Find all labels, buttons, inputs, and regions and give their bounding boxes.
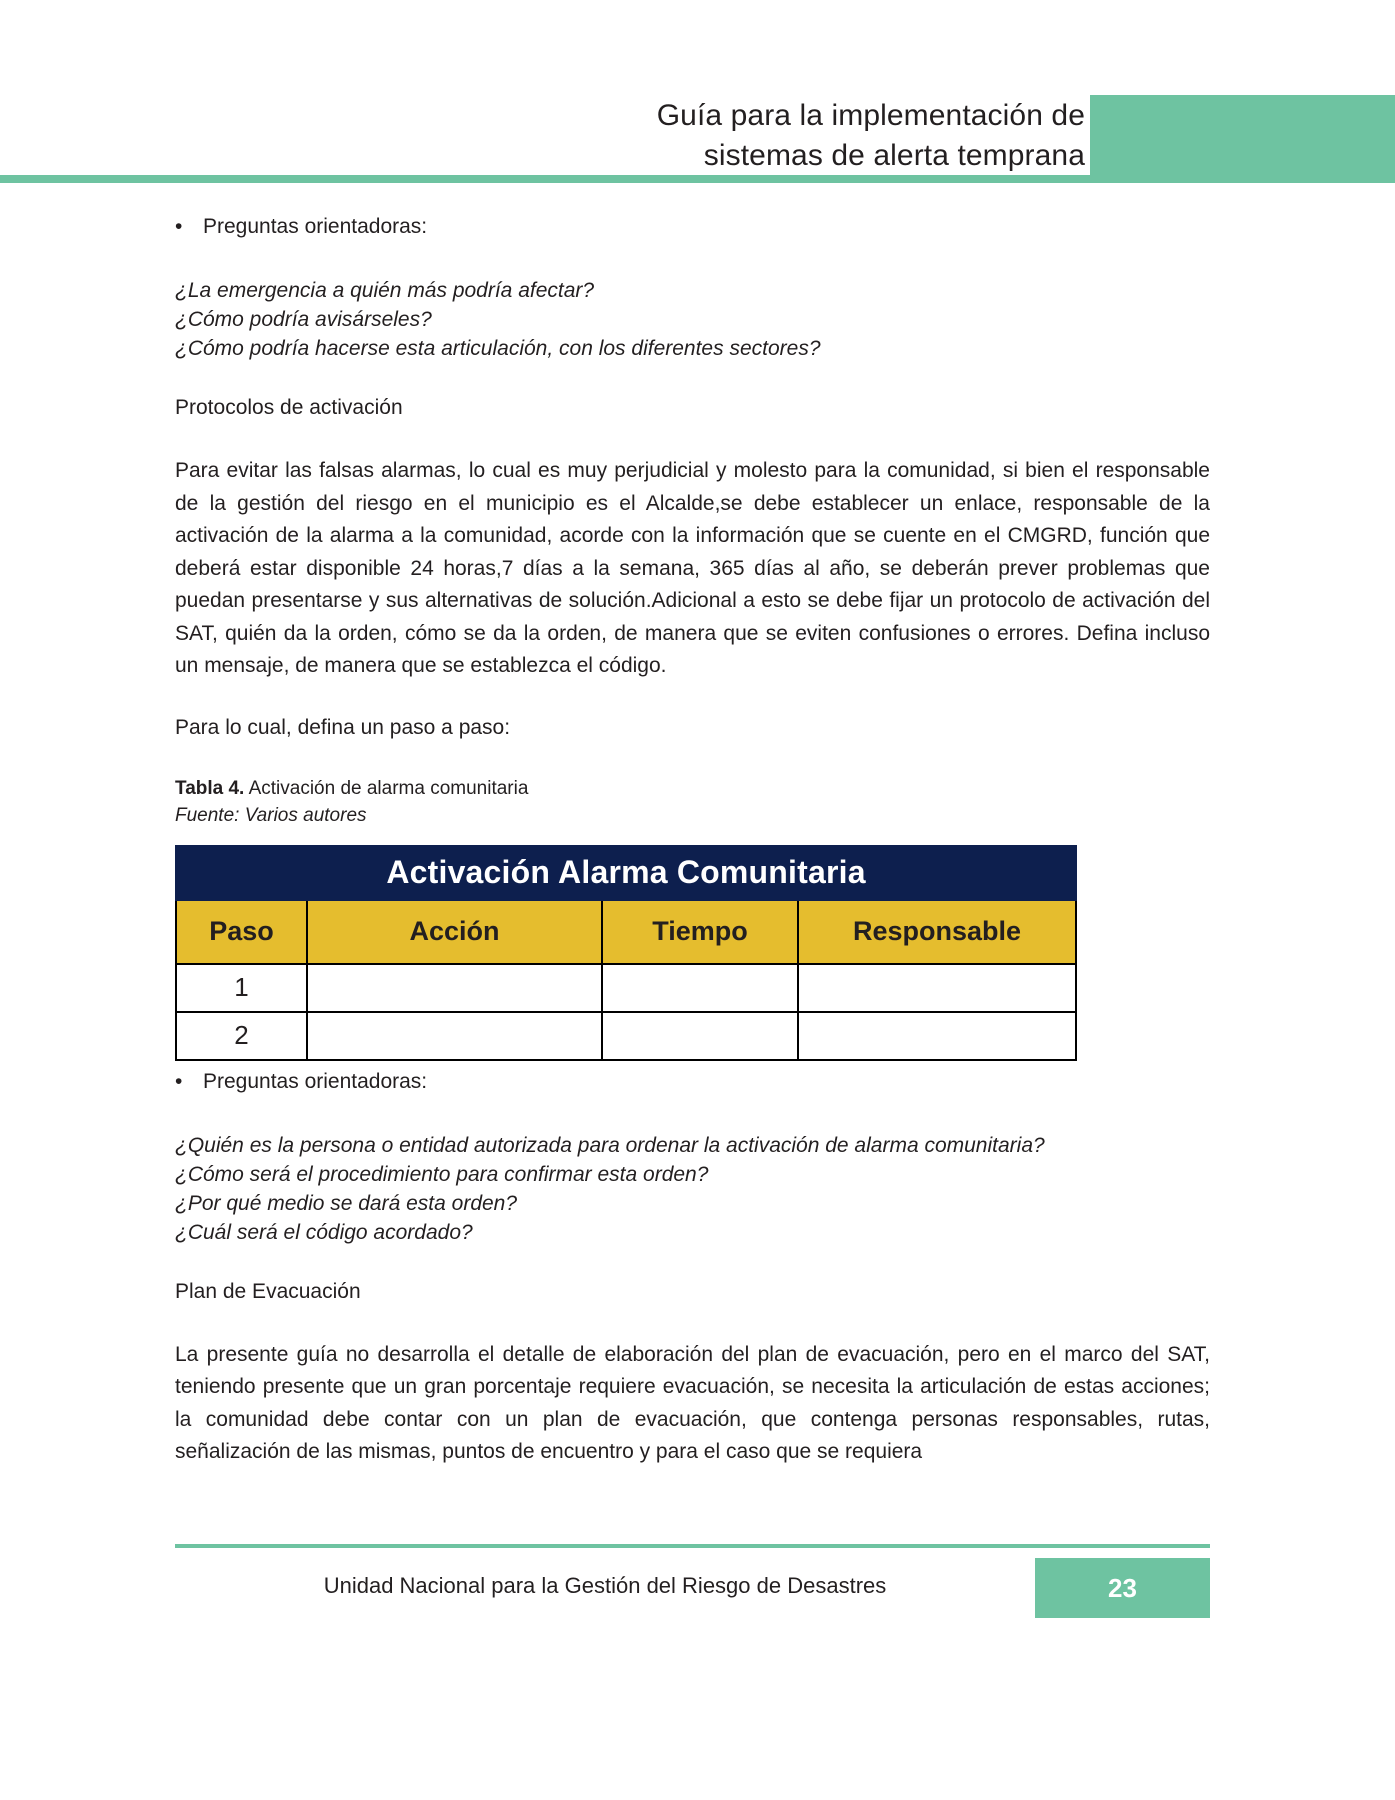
table-header-paso: Paso [176,900,307,964]
question-item: ¿Quién es la persona o entidad autorizada para ordenar la activación de alarma comunitaria? [175,1133,1045,1157]
header-accent-block [1090,95,1395,175]
activacion-alarma-table [175,845,1077,1061]
question-item: ¿Cómo podría hacerse esta articulación, con los diferentes sectores? [175,337,821,360]
question-item: ¿Cómo será el procedimiento para confirmar esta orden? [175,1162,709,1186]
bullet-label: Preguntas orientadoras: [203,1069,428,1093]
header-title-line-1: Guía para la implementación de [656,99,1085,132]
table-caption-label: Tabla 4. [175,777,245,799]
question-list-2 [175,1131,1210,1247]
header-title-line-2: sistemas de alerta temprana [703,139,1085,172]
table-caption [175,775,1210,802]
table-cell-accion[interactable] [307,964,602,1012]
table-header-row [176,900,1076,964]
question-list-1 [175,276,1210,363]
table-header-accion: Acción [307,900,602,964]
paragraph-protocolos: Para evitar las falsas alarmas, lo cual es muy perjudicial y molesto para la comunidad, si bien el responsable de la gestión del riesgo en el municipio es el Alcalde,se debe establecer un enlace, responsable de la activación de la alarma a la comunidad, acorde con la información que se cuente en el CMGRD, función que deberá estar disponible 24 horas,7 días a la semana, 365 días al año, se deberán prever problemas que puedan presentarse y sus alternativas de solución.Adicional a esto se debe fijar un protocolo de activación del SAT, quién da la orden, cómo se da la orden, de manera que se eviten confusiones o errores. Defina incluso un mensaje, de manera que se establezca el código. [175,459,1210,677]
bullet-label: Preguntas orientadoras: [203,215,428,238]
page-footer [0,1530,1395,1800]
table-caption-text: Activación de alarma comunitaria [244,777,529,799]
lead-in-paso-a-paso: Para lo cual, defina un paso a paso: [175,715,511,739]
question-item: ¿Cuál será el código acordado? [175,1220,473,1244]
table-wrapper [175,845,1075,1061]
table-cell-responsable[interactable] [798,964,1076,1012]
question-item: ¿La emergencia a quién más podría afectar? [175,279,595,302]
bullet-marker-icon: • [175,215,183,238]
subheading-protocolos-de-activacion: Protocolos de activación [175,396,403,419]
table-cell-tiempo[interactable] [602,964,798,1012]
bullet-preguntas-orientadoras-1 [175,212,1210,242]
table-cell-tiempo[interactable] [602,1012,798,1060]
table-header-responsable: Responsable [798,900,1076,964]
table-cell-accion[interactable] [307,1012,602,1060]
table-cell-paso: 2 [176,1012,307,1060]
table-row [176,1012,1076,1060]
page-header [0,0,1395,196]
question-item: ¿Por qué medio se dará esta orden? [175,1191,518,1215]
footer-organization-name: Unidad Nacional para la Gestión del Riesgo de Desastres [323,1573,887,1598]
page-number-badge: 23 [1035,1558,1210,1618]
table-title-cell: Activación Alarma Comunitaria [176,846,1076,900]
bullet-marker-icon: • [175,1069,183,1093]
table-row [176,964,1076,1012]
header-title [400,96,1085,176]
table-cell-paso: 1 [176,964,307,1012]
table-caption-source: Fuente: Varios autores [175,804,367,826]
question-item: ¿Cómo podría avisárseles? [175,308,432,331]
table-title-row [176,846,1076,900]
subheading-plan-de-evacuacion: Plan de Evacuación [175,1279,361,1303]
page-content [175,212,1210,1499]
header-divider-rule [0,175,1395,183]
paragraph-plan-evacuacion: La presente guía no desarrolla el detalle de elaboración del plan de evacuación, pero en el marco del SAT, teniendo presente que un gran porcentaje requiere evacuación, se necesita la articulación de estas acciones; la comunidad debe contar con un plan de evacuación, que contenga personas responsables, rutas, señalización de las mismas, puntos de encuentro y para el caso que se requiera [175,1342,1210,1463]
table-header-tiempo: Tiempo [602,900,798,964]
footer-divider-rule [175,1544,1210,1548]
bullet-preguntas-orientadoras-2 [175,1067,1210,1097]
table-cell-responsable[interactable] [798,1012,1076,1060]
